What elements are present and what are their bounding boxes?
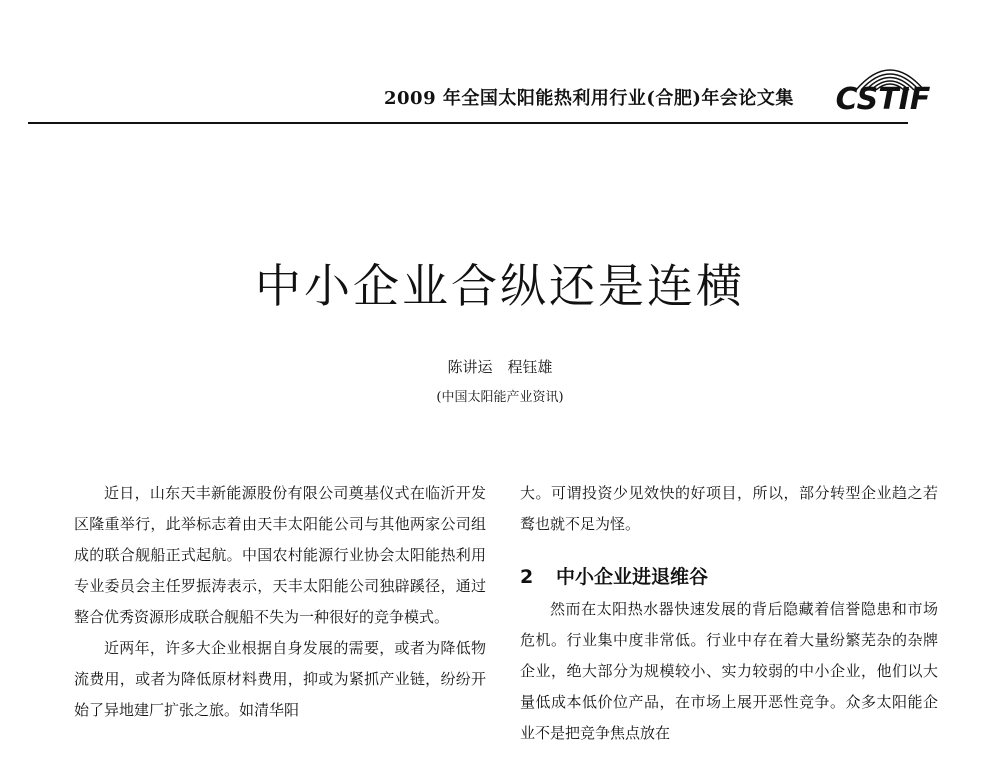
header-divider bbox=[28, 122, 908, 124]
logo-wordmark: CSTIF bbox=[835, 82, 931, 117]
body-paragraph: 近两年，许多大企业根据自身发展的需要，或者为降低物流费用，或者为降低原材料费用，抑或为紧抓产业链，纷纷开始了异地建厂扩张之旅。如清华阳 bbox=[74, 639, 486, 719]
body-paragraph: 近日，山东天丰新能源股份有限公司奠基仪式在临沂开发区隆重举行，此举标志着由天丰太阳能公司与其他两家公司组成的联合舰船正式起航。中国农村能源行业协会太阳能热利用专业委员会主任罗振涛表示，天丰太阳能公司独辟蹊径，通过整合优秀资源形成联合舰船不失为一种很好的竞争模式。 bbox=[74, 484, 486, 626]
body-paragraph: 然而在太阳热水器快速发展的背后隐藏着信誉隐患和市场危机。行业集中度非常低。行业中存在着大量纷繁芜杂的杂牌企业，绝大部分为规模较小、实力较弱的中小企业，他们以大量低成本低价位产品，在市场上展开恶性竞争。众多太阳能企业不是把竞争焦点放在 bbox=[520, 600, 938, 742]
section-heading bbox=[520, 561, 938, 594]
proceedings-header-title: 2009 年全国太阳能热利用行业(合肥)年会论文集 bbox=[384, 88, 794, 109]
paper-affiliation: (中国太阳能产业资讯) bbox=[436, 390, 564, 405]
section-number: 2 bbox=[520, 566, 534, 588]
right-text-column bbox=[520, 478, 938, 749]
body-paragraph-continuation: 大。可谓投资少见效快的好项目，所以，部分转型企业趋之若鹜也就不足为怪。 bbox=[520, 484, 938, 533]
paper-title: 中小企业合纵还是连横 bbox=[255, 259, 745, 313]
cstif-logo bbox=[828, 56, 938, 126]
section-title: 中小企业进退维谷 bbox=[556, 566, 709, 588]
paper-authors: 陈讲运 程钰雄 bbox=[447, 358, 553, 376]
left-text-column bbox=[74, 478, 486, 726]
